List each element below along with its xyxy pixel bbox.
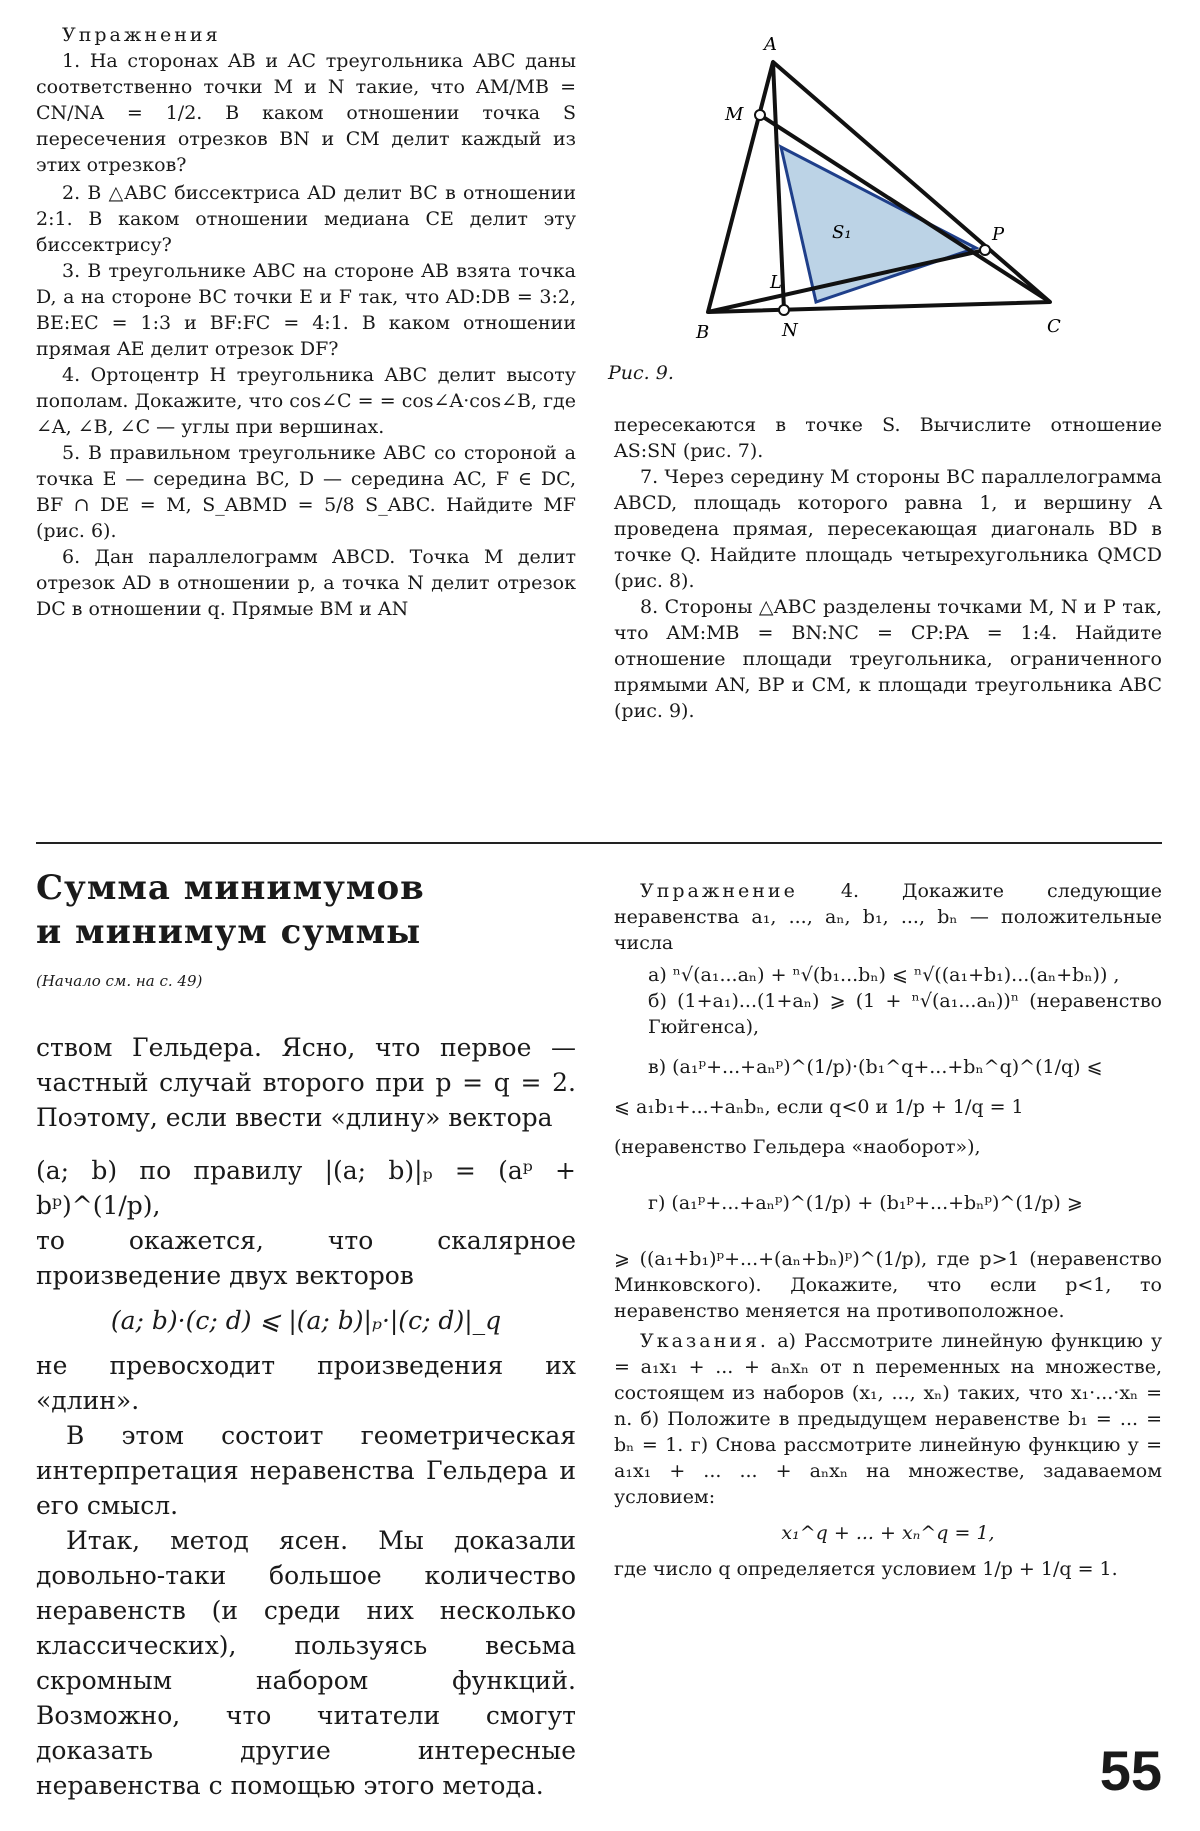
- label-n: N: [782, 320, 798, 341]
- article-title-line-1: Сумма минимумов: [36, 868, 425, 908]
- label-m: M: [725, 104, 744, 125]
- point-p: [980, 245, 990, 255]
- exercise4-c3: (неравенство Гельдера «наоборот»),: [614, 1136, 981, 1158]
- hint-formula: x₁^q + ... + xₙ^q = 1,: [781, 1522, 995, 1544]
- exercise-3: 3. В треугольнике ABC на стороне AB взята точка D, а на стороне BC точки E и F так, что AD:DB = 3:2, BE:EC = 1:3 и BF:FC = 4:1. В каком отношении прямая AE делит отрезок DF?: [36, 260, 576, 360]
- inner-triangle-s1: [781, 147, 976, 302]
- label-c: C: [1047, 316, 1061, 337]
- section-divider: [36, 842, 1162, 844]
- exercise4-intro-text: 4. Докажите следующие неравенства a₁, ..., aₙ, b₁, ..., bₙ — положительные числа: [614, 880, 1162, 954]
- label-a: A: [764, 34, 777, 55]
- article-para-2: не превосходит произведения их «длин».: [36, 1351, 576, 1415]
- label-l: L: [770, 272, 782, 293]
- label-s1: S₁: [832, 222, 852, 243]
- article-para-1b: (a; b) по правилу |(a; b)|ₚ = (aᵖ + bᵖ)^(1/p),: [36, 1156, 576, 1220]
- figure-9: [600, 20, 1160, 400]
- exercises-heading: Упражнения: [62, 24, 221, 46]
- exercise-4: 4. Ортоцентр H треугольника ABC делит высоту пополам. Докажите, что cos∠C = = cos∠A·cos∠B, где ∠A, ∠B, ∠C — углы при вершинах.: [36, 364, 576, 438]
- hints-heading: Указания.: [640, 1330, 769, 1352]
- exercise-8: 8. Стороны △ABC разделены точками M, N и P так, что AM:MB = BN:NC = CP:PA = 1:4. Найдите отношение площади треугольника, ограниченного прямыми AN, BP и CM, к площади треугольника ABC (рис. 9).: [614, 596, 1162, 722]
- exercise-6: 6. Дан параллелограмм ABCD. Точка M делит отрезок AD в отношении p, а точка N делит отрезок DC в отношении q. Прямые BM и AN: [36, 546, 576, 620]
- continued-note: (Начало см. на с. 49): [36, 972, 203, 990]
- article-column: [36, 866, 576, 1803]
- exercise-6-continued: пересекаются в точке S. Вычислите отношение AS:SN (рис. 7).: [614, 414, 1162, 462]
- exercise-7: 7. Через середину M стороны BC параллелограмма ABCD, площадь которого равна 1, и вершину A проведена прямая, пересекающая диагональ BD в точке Q. Найдите площадь четырехугольника QMCD (рис. 8).: [614, 466, 1162, 592]
- exercise-5: 5. В правильном треугольнике ABC со стороной a точка E — середина BC, D — середина AC, F ∈ DC, BF ∩ DE = M, S_ABMD = 5/8 S_ABC. Найдите MF (рис. 6).: [36, 442, 576, 542]
- exercise4-b: б) (1+a₁)...(1+aₙ) ⩾ (1 + ⁿ√(a₁...aₙ))ⁿ (неравенство Гюйгенса),: [648, 990, 1162, 1038]
- exercise4-hints: [614, 1328, 1162, 1510]
- point-n: [779, 305, 789, 315]
- exercise-1: 1. На сторонах AB и AC треугольника ABC даны соответственно точки M и N такие, что AM/MB = CN/NA = 1/2. В каком отношении точка S пересечения отрезков BN и CM делит каждый из этих отрезков?: [36, 50, 576, 176]
- exercise4-a: а) ⁿ√(a₁...aₙ) + ⁿ√(b₁...bₙ) ⩽ ⁿ√((a₁+b₁)...(aₙ+bₙ)) ,: [648, 964, 1120, 986]
- article-title-line-2: и минимум суммы: [36, 912, 422, 952]
- page-number: 55: [1099, 1739, 1162, 1802]
- article-para-3: В этом состоит геометрическая интерпретация неравенства Гельдера и его смысл.: [36, 1421, 576, 1520]
- hints-text: а) Рассмотрите линейную функцию y = a₁x₁ + ... + aₙxₙ от n переменных на множестве, состоящем из наборов (x₁, ..., xₙ) таких, что x₁·...·xₙ = n. б) Положите в предыдущем неравенстве b₁ = ... = bₙ = 1. г) Снова рассмотрите линейную функцию y = a₁x₁ + ... ... + aₙxₙ на множестве, задаваемом условием:: [614, 1330, 1162, 1508]
- exercise4-c1: в) (a₁ᵖ+...+aₙᵖ)^(1/p)·(b₁^q+...+bₙ^q)^(1/q) ⩽: [648, 1056, 1103, 1078]
- point-m: [755, 110, 765, 120]
- article-para-4: Итак, метод ясен. Мы доказали довольно-таки большое количество неравенств (и среди них несколько классических), пользуясь весьма скромным набором функций. Возможно, что читатели смогут доказать другие интересные неравенства с помощью этого метода.: [36, 1526, 576, 1800]
- label-b: B: [696, 322, 710, 343]
- exercise-2: 2. В △ABC биссектриса AD делит BC в отношении 2:1. В каком отношении медиана CE делит эту биссектрису?: [36, 182, 576, 256]
- exercise4-column: [614, 878, 1162, 1582]
- article-para-1: ством Гельдера. Ясно, что первое — частный случай второго при p = q = 2. Поэтому, если ввести «длину» вектора: [36, 1033, 576, 1132]
- figure-caption: Рис. 9.: [608, 362, 674, 384]
- exercise4-d1: г) (a₁ᵖ+...+aₙᵖ)^(1/p) + (b₁ᵖ+...+bₙᵖ)^(1/p) ⩾: [648, 1192, 1083, 1214]
- article-formula-1: (a; b)·(c; d) ⩽ |(a; b)|ₚ·|(c; d)|_q: [110, 1306, 502, 1335]
- exercises-left-column: [36, 22, 576, 622]
- label-p: P: [992, 224, 1005, 245]
- exercise4-d2: ⩾ ((a₁+b₁)ᵖ+...+(aₙ+bₙ)ᵖ)^(1/p), где p>1 (неравенство Минковского). Докажите, что если p<1, то неравенство меняется на противоположное.: [614, 1248, 1162, 1322]
- hint-end: где число q определяется условием 1/p + 1/q = 1.: [614, 1558, 1118, 1580]
- exercise4-c2: ⩽ a₁b₁+...+aₙbₙ, если q<0 и 1/p + 1/q = 1: [614, 1096, 1024, 1118]
- exercise4-intro: [614, 878, 1162, 956]
- article-para-1c: то окажется, что скалярное произведение двух векторов: [36, 1226, 576, 1290]
- exercise4-heading: Упражнение: [640, 880, 798, 902]
- triangle-diagram: [600, 20, 1160, 400]
- exercises-right-column: [614, 412, 1162, 724]
